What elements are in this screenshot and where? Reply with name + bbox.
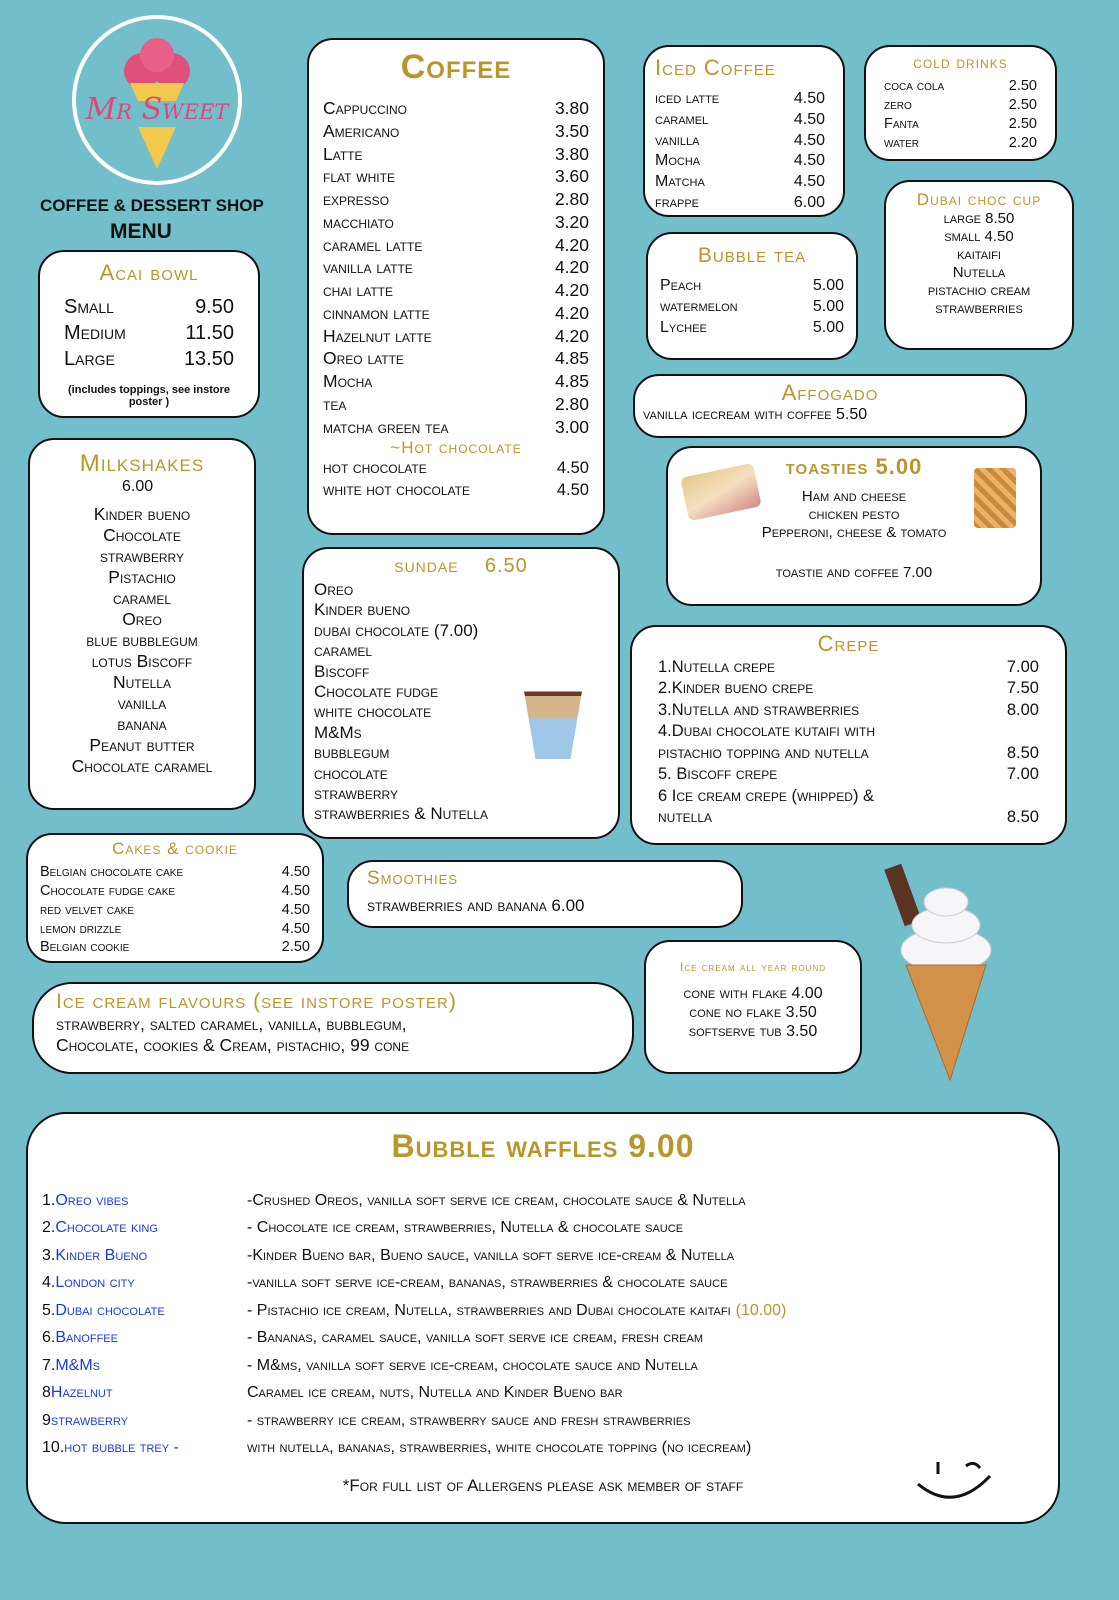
menu-item <box>323 234 589 257</box>
item-name: hot chocolate <box>323 459 427 478</box>
item-name: Americano <box>323 120 400 141</box>
section-title: Ice cream flavours (see instore poster) <box>56 990 457 1013</box>
item-name: Oreo latte <box>323 348 404 369</box>
logo <box>72 15 242 185</box>
menu-item: Chocolate caramel <box>71 756 213 776</box>
menu-item <box>64 346 234 372</box>
item-name: 2.Kinder bueno crepe <box>658 679 814 698</box>
item-name: expresso <box>323 189 390 209</box>
waffle-item <box>42 1407 1044 1435</box>
item-price: 2.50 <box>1008 96 1037 113</box>
menu-item <box>323 143 589 166</box>
menu-item: strawberry <box>314 783 399 803</box>
menu-item: Nutella <box>113 672 171 692</box>
item-name: water <box>884 134 919 151</box>
item-price: 4.50 <box>793 90 825 107</box>
item-price: 3.50 <box>554 120 589 141</box>
waffle-item <box>42 1435 1044 1463</box>
item-name: Belgian chocolate cake <box>40 864 184 880</box>
waffle-name <box>42 1439 247 1457</box>
menu-item <box>64 294 234 320</box>
item-name: lemon drizzle <box>40 920 122 937</box>
item-name: frappe <box>655 193 700 211</box>
item-list <box>655 89 825 214</box>
waffle-description: - strawberry ice cream, strawberry sauce and fresh strawberries <box>247 1411 691 1429</box>
waffle-title: Oreo vibes <box>55 1191 129 1209</box>
item-price: 3.80 <box>554 143 589 164</box>
item-name: coca cola <box>884 78 945 94</box>
item-name: 1.Nutella crepe <box>658 658 775 676</box>
item-price: 13.50 <box>183 348 234 370</box>
menu-item <box>40 901 310 920</box>
waffle-name <box>42 1274 247 1292</box>
waffle-name <box>42 1219 247 1237</box>
menu-item: banana <box>117 714 167 734</box>
menu-item <box>658 721 1039 764</box>
item-name: white hot chocolate <box>323 480 470 499</box>
item-name: Large <box>64 348 115 370</box>
item-price: 2.50 <box>1008 78 1037 94</box>
item-list <box>323 458 589 501</box>
waffle-number: 9 <box>42 1411 51 1429</box>
item-name: chai latte <box>323 280 393 300</box>
item-price: 2.50 <box>281 939 310 956</box>
item-name: Medium <box>64 322 126 344</box>
menu-item <box>660 297 844 318</box>
waffle-name <box>42 1329 247 1347</box>
menu-item <box>884 96 1037 115</box>
item-price: 4.85 <box>554 371 589 391</box>
item-price: 4.50 <box>281 920 310 937</box>
waffle-name <box>42 1384 247 1402</box>
menu-heading: MENU <box>110 220 172 243</box>
menu-item <box>40 938 310 957</box>
sundae-price: 6.50 <box>484 555 528 577</box>
item-price: 2.20 <box>1008 134 1037 151</box>
item-price: 4.20 <box>554 325 589 346</box>
menu-item <box>658 657 1039 678</box>
menu-item <box>323 370 589 393</box>
waffle-title: Chocolate king <box>55 1219 158 1237</box>
menu-item: blue bubblegum <box>86 630 198 650</box>
item-price: 5.00 <box>812 297 844 315</box>
waffle-name <box>42 1302 247 1320</box>
coffee-section <box>307 38 605 535</box>
waffle-number: 10. <box>42 1439 65 1457</box>
sundae-section <box>302 547 620 839</box>
menu-item: Chocolate <box>103 525 181 545</box>
item-name: Chocolate fudge cake <box>40 882 176 899</box>
acai-note: (includes toppings, see instore poster ) <box>68 384 230 408</box>
item-price: 4.20 <box>554 257 589 278</box>
item-price: 4.20 <box>554 280 589 300</box>
toasties-section <box>666 446 1042 606</box>
crepe-section <box>630 625 1067 845</box>
item-list <box>323 97 589 438</box>
item-price: 4.50 <box>793 173 825 191</box>
menu-item: Pepperoni, cheese & tomato <box>761 524 947 541</box>
item-list <box>660 276 844 338</box>
item-price: 3.80 <box>554 98 589 118</box>
cakes-section <box>26 833 324 963</box>
item-name: Latte <box>323 143 363 164</box>
waffle-name <box>42 1192 247 1210</box>
ice-cream-logo-icon <box>76 19 238 181</box>
item-name: Mocha <box>655 152 701 170</box>
waffle-number: 4. <box>42 1274 56 1292</box>
menu-item <box>658 700 1039 721</box>
menu-item: Biscoff <box>314 661 370 681</box>
allergens-note: *For full list of Allergens please ask member of staff <box>342 1476 744 1495</box>
section-title: Coffee <box>400 48 512 86</box>
menu-item <box>658 764 1039 785</box>
item-price: 4.50 <box>281 864 310 880</box>
item-price: 3.00 <box>554 416 589 437</box>
milkshakes-section <box>28 438 256 810</box>
waffle-description: -Kinder Bueno bar, Bueno sauce, vanilla soft serve ice-cream & Nutella <box>247 1246 735 1264</box>
item-name: Hazelnut latte <box>323 325 432 346</box>
waffle-description: - Chocolate ice cream, strawberries, Nutella & chocolate sauce <box>247 1219 684 1237</box>
bubble-waffles-section <box>26 1112 1060 1524</box>
waffle-number: 7. <box>42 1356 56 1374</box>
item-name: Mocha <box>323 371 373 391</box>
item-name: caramel <box>655 110 709 128</box>
menu-item: softserve tub 3.50 <box>688 1023 818 1041</box>
item-name: cinnamon latte <box>323 302 430 323</box>
section-title: toasties 5.00 <box>785 454 923 479</box>
waffle-title: strawberry <box>50 1411 128 1429</box>
item-price: 5.00 <box>812 318 844 336</box>
waffle-title: Kinder Bueno <box>55 1246 148 1264</box>
menu-item <box>323 347 589 370</box>
item-name: red velvet cake <box>40 901 135 918</box>
waffle-number: 1. <box>42 1191 56 1209</box>
waffle-number: 8 <box>42 1384 51 1402</box>
item-price: 8.00 <box>1006 700 1039 719</box>
waffle-extra-price: (10.00) <box>735 1301 787 1319</box>
waffle-item <box>42 1380 1044 1408</box>
item-price: 7.00 <box>1006 658 1039 676</box>
menu-item <box>323 325 589 348</box>
menu-item <box>40 920 310 939</box>
menu-item: chicken pesto <box>808 506 900 523</box>
section-title: Affogado <box>781 380 879 405</box>
item-price: 4.50 <box>281 901 310 918</box>
waffle-description: - M&ms, vanilla soft serve ice-cream, chocolate sauce and Nutella <box>247 1356 698 1374</box>
item-name: Peach <box>660 277 702 294</box>
item-name: Fanta <box>884 115 919 132</box>
waffle-item <box>42 1325 1044 1353</box>
waffle-list <box>42 1187 1044 1462</box>
waffle-name <box>42 1357 247 1375</box>
menu-item: pistachio cream <box>927 282 1031 299</box>
item-price: 7.50 <box>1006 679 1039 698</box>
menu-item: Peanut butter <box>89 735 195 755</box>
waffle-title: Dubai chocolate <box>55 1301 165 1319</box>
menu-item <box>323 256 589 279</box>
dubai-choc-cup-section <box>884 180 1074 350</box>
item-price: 4.20 <box>554 234 589 255</box>
item-list <box>64 294 234 372</box>
section-title: sundae <box>394 555 459 577</box>
menu-item <box>658 678 1039 699</box>
menu-item <box>660 318 844 339</box>
waffle-title: Hazelnut <box>50 1384 113 1402</box>
item-list <box>658 657 1039 829</box>
waffle-description: -Crushed Oreos, vanilla soft serve ice cream, chocolate sauce & Nutella <box>247 1191 746 1209</box>
waffle-description: Caramel ice cream, nuts, Nutella and Kinder Bueno bar <box>247 1384 623 1402</box>
item-price: 2.80 <box>554 393 589 414</box>
menu-item <box>884 115 1037 134</box>
item-name: vanilla <box>655 131 700 149</box>
item-price: 2.80 <box>554 189 589 209</box>
item-name: Cappuccino <box>323 98 407 118</box>
logo-text: Mr Sweet <box>85 92 229 127</box>
menu-item: M&Ms <box>314 722 362 742</box>
menu-item <box>655 151 825 172</box>
menu-item <box>323 188 589 211</box>
menu-item: vanilla <box>117 693 167 713</box>
menu-item: cone no flake 3.50 <box>689 1004 817 1022</box>
menu-item: Ham and cheese <box>801 488 907 505</box>
waffle-number: 5. <box>42 1301 56 1319</box>
item-price: 7.00 <box>1006 765 1039 784</box>
menu-item: strawberries & Nutella <box>314 804 488 824</box>
item-price: 4.50 <box>281 882 310 899</box>
item-name: vanilla latte <box>323 257 413 278</box>
menu-item: bubblegum <box>314 743 390 763</box>
item-price: 8.50 <box>1006 808 1039 827</box>
menu-item: Oreo <box>122 609 162 629</box>
menu-item <box>655 172 825 193</box>
menu-item <box>40 863 310 882</box>
ice-cream-cone-icon <box>884 860 1004 1085</box>
item-name: zero <box>884 96 912 113</box>
item-price: 4.50 <box>793 131 825 149</box>
menu-item: chocolate <box>314 763 388 783</box>
item-name: watermelon <box>660 297 738 315</box>
waffle-description: with nutella, bananas, strawberries, white chocolate topping (no icecream) <box>247 1439 752 1457</box>
menu-item: caramel <box>314 641 373 661</box>
section-title: Ice cream all year round <box>679 960 827 974</box>
ice-cream-flavours-section <box>32 982 634 1074</box>
smoothies-line: strawberries and banana 6.00 <box>367 896 585 915</box>
ice-cream-all-year-section <box>644 940 862 1074</box>
waffle-title: Banoffee <box>55 1329 118 1347</box>
section-title: cold drinks <box>913 53 1008 72</box>
menu-item <box>323 97 589 120</box>
menu-item <box>40 882 310 901</box>
flavours-line: Chocolate, cookies & Cream, pistachio, 99 cone <box>56 1035 410 1055</box>
menu-item <box>323 480 589 501</box>
menu-item: dubai chocolate (7.00) <box>314 620 479 640</box>
waffle-item <box>42 1242 1044 1270</box>
item-name: 5. Biscoff crepe <box>658 765 778 784</box>
item-name: 3.Nutella and strawberries <box>658 700 860 719</box>
menu-item: Nutella <box>952 264 1006 281</box>
section-title: Smoothies <box>367 868 459 889</box>
item-price: 3.60 <box>554 166 589 187</box>
item-name: Belgian cookie <box>40 939 130 956</box>
item-list <box>890 210 1068 318</box>
menu-item <box>323 416 589 439</box>
menu-item <box>323 393 589 416</box>
affogado-section <box>633 374 1027 438</box>
item-name: 6 Ice cream crepe (whipped) & nutella <box>658 786 875 827</box>
waffle-title: London city <box>55 1274 135 1292</box>
item-list <box>884 77 1037 152</box>
item-price: 4.50 <box>556 480 589 499</box>
item-name: Matcha <box>655 173 705 191</box>
item-price: 5.00 <box>812 277 844 294</box>
item-price: 4.50 <box>793 110 825 128</box>
item-price: 4.50 <box>793 152 825 170</box>
item-price: 8.50 <box>1006 743 1039 762</box>
flavours-line: strawberry, salted caramel, vanilla, bubblegum, <box>56 1014 407 1034</box>
section-title: Iced Coffee <box>655 55 776 80</box>
waffle-number: 3. <box>42 1246 56 1264</box>
item-price: 4.85 <box>554 348 589 369</box>
smiley-icon <box>914 1454 998 1514</box>
item-price: 4.20 <box>554 302 589 323</box>
menu-item: Oreo <box>314 580 354 599</box>
item-price: 3.20 <box>554 211 589 232</box>
menu-item: caramel <box>112 588 171 608</box>
waffle-item <box>42 1352 1044 1380</box>
menu-item <box>323 458 589 479</box>
waffle-item <box>42 1215 1044 1243</box>
bubble-tea-section <box>646 232 858 360</box>
toastie-combo: toastie and coffee 7.00 <box>775 564 933 581</box>
menu-item <box>884 134 1037 153</box>
waffle-name <box>42 1412 247 1430</box>
milkshakes-price: 6.00 <box>122 478 154 495</box>
item-list <box>40 863 310 957</box>
affogado-line: vanilla icecream with coffee 5.50 <box>643 406 868 423</box>
section-title: Bubble tea <box>697 244 807 267</box>
item-price: 2.50 <box>1008 115 1037 132</box>
toastie-image <box>974 468 1016 528</box>
menu-item <box>323 165 589 188</box>
item-name: macchiato <box>323 211 394 232</box>
menu-item <box>323 211 589 234</box>
menu-item: Kinder bueno <box>314 600 411 620</box>
menu-item: cone with flake 4.00 <box>683 985 823 1002</box>
item-name: 4.Dubai chocolate kutaifi with pistachio topping and nutella <box>658 722 875 762</box>
section-title: Milkshakes <box>79 450 205 477</box>
menu-item <box>323 120 589 143</box>
menu-item <box>655 110 825 131</box>
menu-item <box>64 320 234 346</box>
waffle-item <box>42 1187 1044 1215</box>
item-name: flat white <box>323 166 395 187</box>
waffle-item <box>42 1297 1044 1325</box>
iced-coffee-section <box>643 45 845 217</box>
menu-item: Pistachio <box>108 567 176 587</box>
acai-bowl-section <box>38 250 260 418</box>
item-price: 9.50 <box>195 296 234 318</box>
menu-item: lotus Biscoff <box>91 651 193 671</box>
menu-item <box>660 276 844 297</box>
item-price: 6.00 <box>793 193 825 211</box>
shop-subtitle: COFFEE & DESSERT SHOP <box>40 196 264 215</box>
waffle-number: 6. <box>42 1329 56 1347</box>
item-list <box>650 984 856 1042</box>
section-title: Bubble waffles 9.00 <box>391 1128 695 1164</box>
item-name: caramel latte <box>323 234 423 255</box>
item-name: matcha green tea <box>323 416 449 437</box>
waffle-number: 2. <box>42 1219 56 1237</box>
menu-item: small 4.50 <box>944 228 1014 245</box>
item-name: tea <box>323 393 347 414</box>
menu-item: Kinder bueno <box>93 504 191 524</box>
item-name: Lychee <box>660 318 707 336</box>
waffle-description: - Pistachio ice cream, Nutella, strawberries and Dubai chocolate kaitafi <box>247 1301 731 1319</box>
menu-item <box>655 131 825 152</box>
section-title: Dubai choc cup <box>916 190 1042 209</box>
smoothies-section <box>347 860 743 928</box>
menu-item: strawberry <box>99 546 184 566</box>
waffle-title: M&Ms <box>55 1356 101 1374</box>
item-name: Small <box>64 296 114 318</box>
menu-item <box>655 193 825 214</box>
section-title: Cakes & cookie <box>112 839 238 858</box>
section-title: Acai bowl <box>99 260 199 285</box>
item-price: 4.50 <box>556 459 589 478</box>
menu-item: kaitaifi <box>957 246 1001 263</box>
waffle-description: -vanilla soft serve ice-cream, bananas, strawberries & chocolate sauce <box>247 1274 728 1292</box>
menu-item: white chocolate <box>314 702 432 722</box>
menu-item <box>655 89 825 110</box>
cold-drinks-section <box>864 45 1057 161</box>
waffle-title: hot bubble trey - <box>64 1439 179 1457</box>
hot-chocolate-title: ~Hot chocolate <box>390 438 522 458</box>
waffle-item <box>42 1270 1044 1298</box>
menu-item <box>323 302 589 325</box>
menu-item <box>323 279 589 302</box>
waffle-description: - Bananas, caramel sauce, vanilla soft serve ice cream, fresh cream <box>247 1329 704 1347</box>
menu-item: large 8.50 <box>943 210 1015 227</box>
menu-item <box>884 77 1037 96</box>
menu-item <box>658 786 1039 829</box>
item-price: 11.50 <box>185 322 234 344</box>
menu-item: strawberries <box>935 300 1023 317</box>
item-list <box>34 504 250 777</box>
waffle-name <box>42 1247 247 1265</box>
menu-item: Chocolate fudge <box>314 681 439 701</box>
item-name: iced latte <box>655 90 720 107</box>
section-title: Crepe <box>817 631 880 656</box>
